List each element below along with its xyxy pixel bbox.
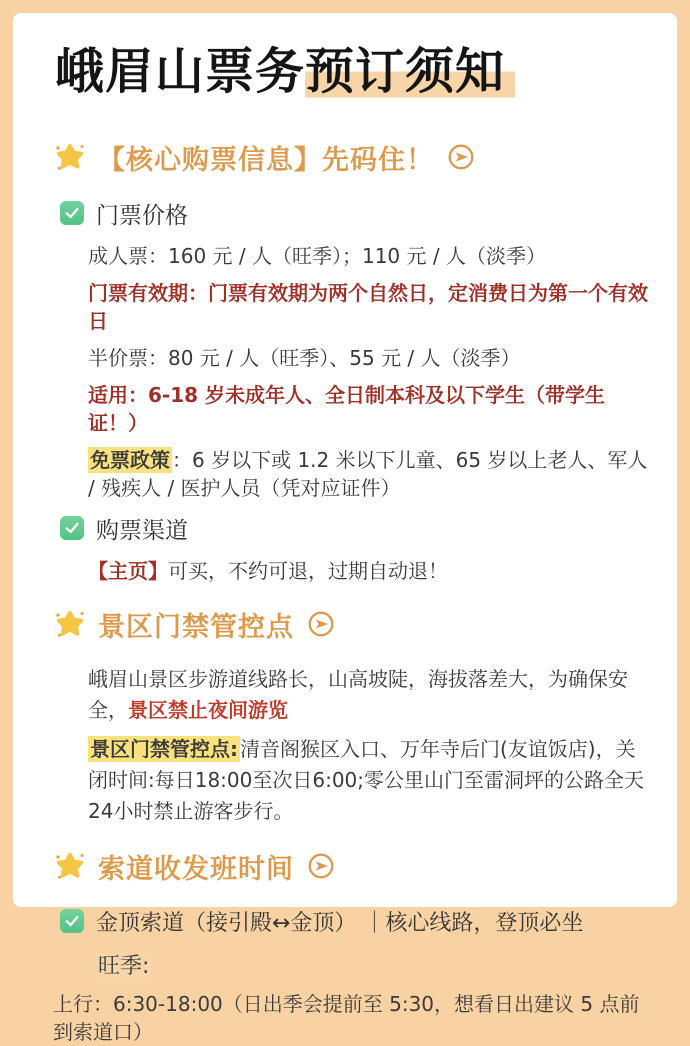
checkbox-icon[interactable] (60, 201, 84, 225)
access-intro-text: 峨眉山景区步游道线路长，山高坡陡，海拔落差大，为确保安全， (88, 666, 628, 722)
free-policy-text: ：6 岁以下或 1.2 米以下儿童、65 岁以上老人、军人 / 残疾人 / 医护人员（凭对应证件） (88, 447, 648, 500)
section-header-core-info (55, 138, 651, 177)
uplink-schedule-line: 上行：6:30-18:00（日出季会提前至 5:30，想看日出建议 5 点前到索道口） (53, 991, 640, 1044)
ticket-price-label: 门票价格 (96, 202, 188, 229)
circled-arrow-icon[interactable] (447, 143, 475, 171)
access-control-text: 清音阁猴区入口、万年寺后门(友谊饭店)，关闭时间:每日18:00至次日6:00;零公里山门至雷洞坪的公路全天24小时禁止游客步行。 (88, 736, 645, 823)
access-control-label: 景区门禁管控点: (90, 736, 238, 761)
ticket-price-item (60, 197, 651, 230)
circled-arrow-icon[interactable] (307, 852, 335, 880)
channel-text: 可买，不约可退，过期自动退！ (168, 558, 448, 583)
section-access-control (55, 605, 651, 827)
cableway-label: 金顶索道（接引殿↔金顶） ｜核心线路，登顶必坐 (96, 910, 584, 936)
access-intro-red: 景区禁止夜间游览 (128, 697, 288, 722)
purchase-channel-label: 购票渠道 (96, 517, 188, 544)
channel-line (88, 557, 651, 585)
section-cableway (55, 847, 651, 1046)
notice-card (13, 13, 677, 1044)
golden-summit-cableway-item (60, 906, 651, 937)
section-title-core-info: 【核心购票信息】先码住！ (98, 144, 434, 176)
apply-line: 适用：6-18 岁未成年人、全日制本科及以下学生（带学生证！） (88, 382, 606, 435)
circled-arrow-icon[interactable] (307, 610, 335, 638)
access-control-paragraph (88, 734, 651, 827)
validity-line: 门票有效期：门票有效期为两个自然日，定消费日为第一个有效日 (88, 280, 648, 333)
sun-icon (55, 851, 85, 881)
sun-icon (55, 609, 85, 639)
half-price-line: 半价票：80 元 / 人（旺季）、55 元 / 人（淡季） (88, 345, 521, 370)
purchase-channel-details (88, 557, 651, 585)
checkbox-icon[interactable] (60, 909, 84, 933)
section-header-cableway (55, 847, 651, 886)
peak-season-label: 旺季: (95, 953, 152, 980)
ticket-price-details (88, 242, 651, 502)
purchase-channel-item (60, 512, 651, 545)
section-title-cableway: 索道收发班时间 (98, 853, 294, 885)
access-intro-paragraph (88, 664, 651, 726)
section-title-access: 景区门禁管控点 (98, 611, 294, 643)
section-header-access (55, 605, 651, 644)
adult-ticket-line: 成人票：160 元 / 人（旺季）；110 元 / 人（淡季） (88, 243, 546, 268)
free-policy-line (88, 446, 651, 502)
peak-season-line (95, 949, 651, 980)
free-policy-label: 免票政策 (90, 447, 170, 472)
page-title (55, 43, 651, 102)
page-title-prefix: 峨眉山票务 (55, 43, 306, 100)
sun-icon (55, 142, 85, 172)
channel-highlight: 【主页】 (88, 558, 168, 583)
checkbox-icon[interactable] (60, 516, 84, 540)
page-title-highlighted: 预订须知 (305, 43, 515, 100)
